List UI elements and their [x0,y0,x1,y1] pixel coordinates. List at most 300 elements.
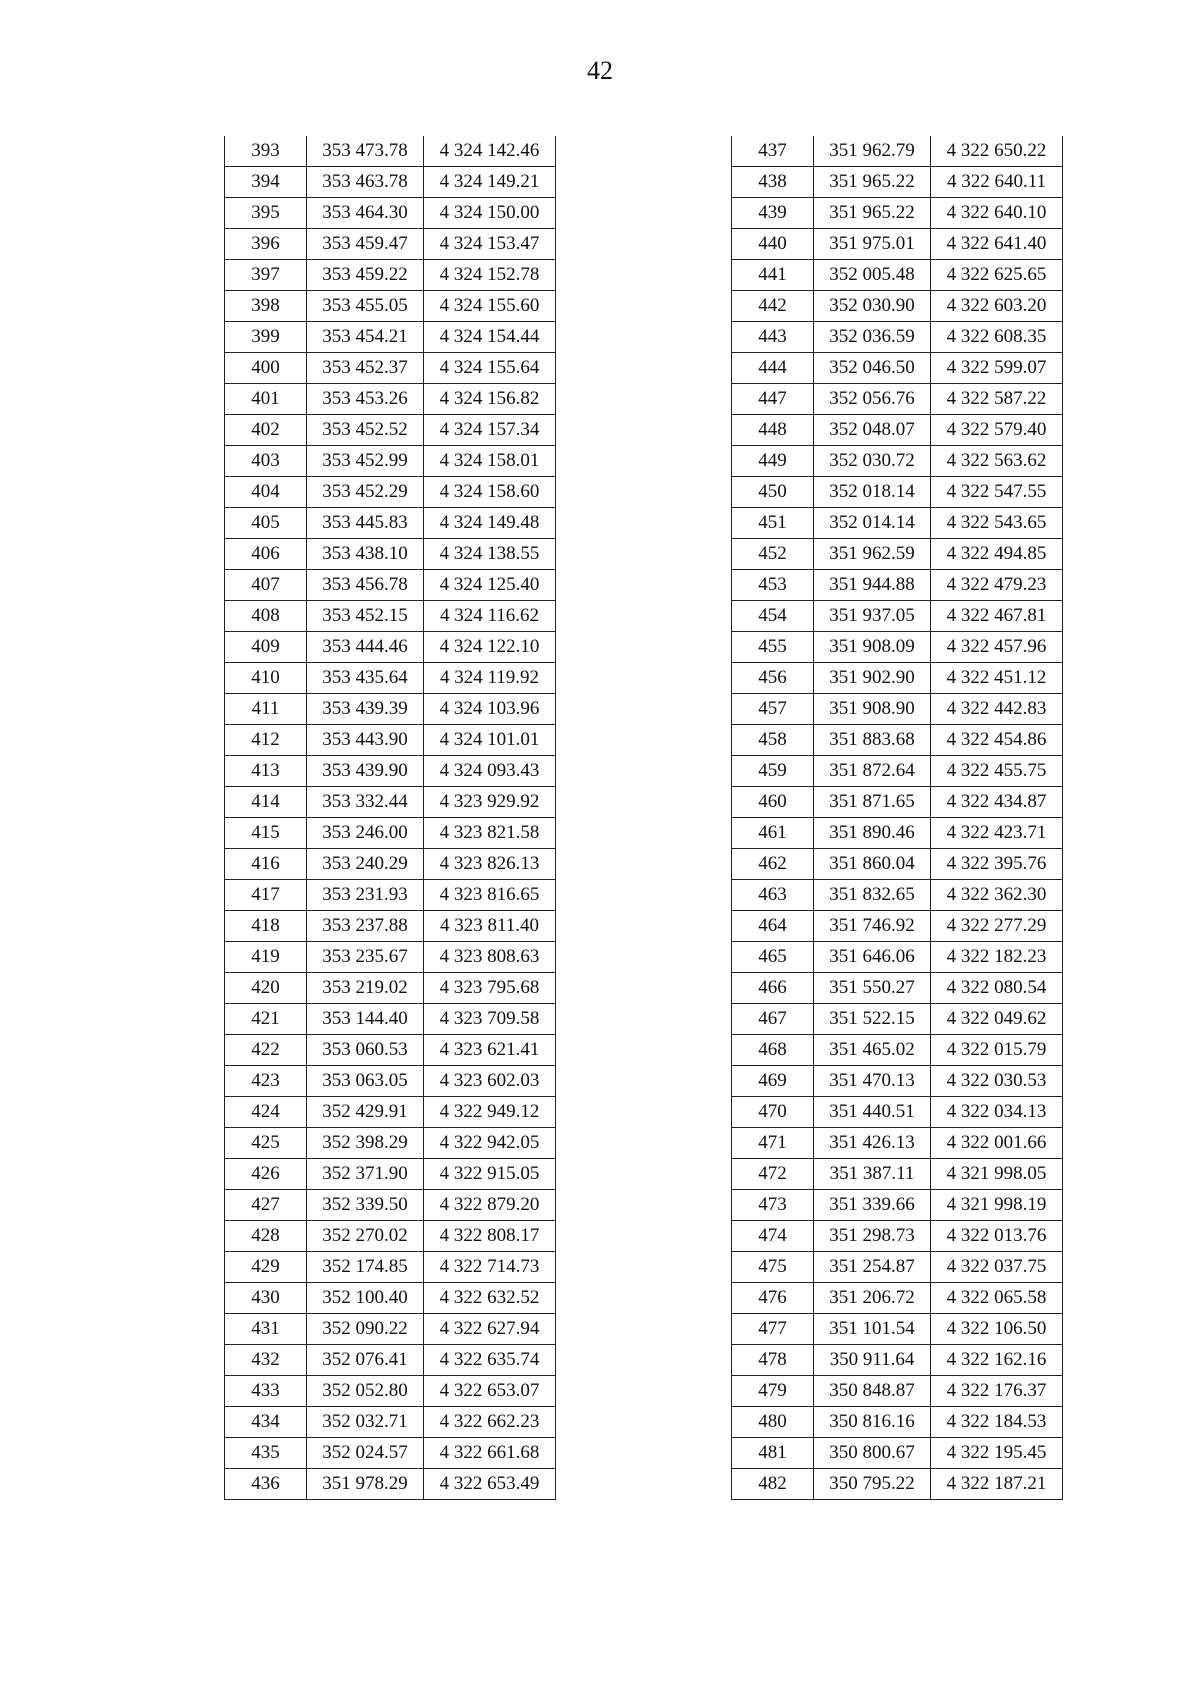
y-coordinate-cell: 4 324 157.34 [424,415,556,446]
point-number-cell: 413 [225,756,307,787]
table-row [225,1438,556,1469]
point-number-cell: 422 [225,1035,307,1066]
point-number-cell: 471 [732,1128,814,1159]
point-number-cell: 467 [732,1004,814,1035]
point-number-cell: 397 [225,260,307,291]
table-row [225,1283,556,1314]
x-coordinate-cell: 351 944.88 [814,570,931,601]
y-coordinate-cell: 4 323 826.13 [424,849,556,880]
point-number-cell: 393 [225,136,307,167]
x-coordinate-cell: 352 046.50 [814,353,931,384]
y-coordinate-cell: 4 322 080.54 [931,973,1063,1004]
point-number-cell: 468 [732,1035,814,1066]
point-number-cell: 405 [225,508,307,539]
point-number-cell: 448 [732,415,814,446]
x-coordinate-cell: 352 339.50 [307,1190,424,1221]
y-coordinate-cell: 4 322 187.21 [931,1469,1063,1500]
y-coordinate-cell: 4 323 795.68 [424,973,556,1004]
x-coordinate-cell: 353 332.44 [307,787,424,818]
point-number-cell: 474 [732,1221,814,1252]
x-coordinate-cell: 353 444.46 [307,632,424,663]
y-coordinate-cell: 4 324 155.64 [424,353,556,384]
table-row [225,198,556,229]
y-coordinate-cell: 4 322 641.40 [931,229,1063,260]
x-coordinate-cell: 351 465.02 [814,1035,931,1066]
y-coordinate-cell: 4 322 362.30 [931,880,1063,911]
table-row [732,353,1063,384]
table-row [732,911,1063,942]
x-coordinate-cell: 352 036.59 [814,322,931,353]
x-coordinate-cell: 353 473.78 [307,136,424,167]
table-row [732,632,1063,663]
point-number-cell: 417 [225,880,307,911]
table-row [225,508,556,539]
x-coordinate-cell: 351 206.72 [814,1283,931,1314]
y-coordinate-cell: 4 322 661.68 [424,1438,556,1469]
x-coordinate-cell: 353 063.05 [307,1066,424,1097]
table-row [732,849,1063,880]
x-coordinate-cell: 353 455.05 [307,291,424,322]
x-coordinate-cell: 352 371.90 [307,1159,424,1190]
y-coordinate-cell: 4 324 156.82 [424,384,556,415]
table-row [732,1004,1063,1035]
y-coordinate-cell: 4 324 149.21 [424,167,556,198]
y-coordinate-cell: 4 322 467.81 [931,601,1063,632]
table-row [225,291,556,322]
point-number-cell: 427 [225,1190,307,1221]
x-coordinate-cell: 353 464.30 [307,198,424,229]
table-row [225,539,556,570]
point-number-cell: 460 [732,787,814,818]
y-coordinate-cell: 4 322 653.49 [424,1469,556,1500]
x-coordinate-cell: 351 962.59 [814,539,931,570]
point-number-cell: 443 [732,322,814,353]
y-coordinate-cell: 4 322 547.55 [931,477,1063,508]
point-number-cell: 465 [732,942,814,973]
x-coordinate-cell: 353 452.52 [307,415,424,446]
y-coordinate-cell: 4 321 998.19 [931,1190,1063,1221]
x-coordinate-cell: 352 048.07 [814,415,931,446]
table-row [225,1221,556,1252]
table-body [225,136,556,1500]
x-coordinate-cell: 351 872.64 [814,756,931,787]
point-number-cell: 459 [732,756,814,787]
x-coordinate-cell: 352 018.14 [814,477,931,508]
table-row [732,1252,1063,1283]
y-coordinate-cell: 4 322 949.12 [424,1097,556,1128]
x-coordinate-cell: 352 398.29 [307,1128,424,1159]
y-coordinate-cell: 4 323 621.41 [424,1035,556,1066]
y-coordinate-cell: 4 324 093.43 [424,756,556,787]
table-row [732,384,1063,415]
table-row [732,1469,1063,1500]
table-row [732,1035,1063,1066]
y-coordinate-cell: 4 322 650.22 [931,136,1063,167]
x-coordinate-cell: 352 052.80 [307,1376,424,1407]
point-number-cell: 411 [225,694,307,725]
x-coordinate-cell: 351 902.90 [814,663,931,694]
point-number-cell: 470 [732,1097,814,1128]
y-coordinate-cell: 4 324 158.01 [424,446,556,477]
table-row [225,880,556,911]
point-number-cell: 473 [732,1190,814,1221]
y-coordinate-cell: 4 321 998.05 [931,1159,1063,1190]
table-row [732,942,1063,973]
x-coordinate-cell: 353 235.67 [307,942,424,973]
x-coordinate-cell: 350 795.22 [814,1469,931,1500]
y-coordinate-cell: 4 322 479.23 [931,570,1063,601]
table-row [225,322,556,353]
table-row [732,663,1063,694]
table-row [732,601,1063,632]
table-row [732,539,1063,570]
table-row [225,849,556,880]
table-row [225,136,556,167]
y-coordinate-cell: 4 322 434.87 [931,787,1063,818]
y-coordinate-cell: 4 324 103.96 [424,694,556,725]
point-number-cell: 409 [225,632,307,663]
y-coordinate-cell: 4 322 915.05 [424,1159,556,1190]
point-number-cell: 435 [225,1438,307,1469]
point-number-cell: 406 [225,539,307,570]
y-coordinate-cell: 4 322 176.37 [931,1376,1063,1407]
y-coordinate-cell: 4 322 182.23 [931,942,1063,973]
x-coordinate-cell: 353 439.39 [307,694,424,725]
x-coordinate-cell: 351 871.65 [814,787,931,818]
point-number-cell: 431 [225,1314,307,1345]
y-coordinate-cell: 4 322 065.58 [931,1283,1063,1314]
x-coordinate-cell: 353 459.47 [307,229,424,260]
point-number-cell: 434 [225,1407,307,1438]
y-coordinate-cell: 4 324 154.44 [424,322,556,353]
point-number-cell: 478 [732,1345,814,1376]
table-row [225,663,556,694]
table-row [225,1097,556,1128]
y-coordinate-cell: 4 322 808.17 [424,1221,556,1252]
point-number-cell: 433 [225,1376,307,1407]
table-row [225,1252,556,1283]
table-row [225,694,556,725]
point-number-cell: 480 [732,1407,814,1438]
table-row [225,725,556,756]
point-number-cell: 424 [225,1097,307,1128]
y-coordinate-cell: 4 323 929.92 [424,787,556,818]
x-coordinate-cell: 350 816.16 [814,1407,931,1438]
y-coordinate-cell: 4 324 119.92 [424,663,556,694]
x-coordinate-cell: 350 911.64 [814,1345,931,1376]
y-coordinate-cell: 4 322 015.79 [931,1035,1063,1066]
x-coordinate-cell: 352 056.76 [814,384,931,415]
table-row [225,973,556,1004]
table-row [732,570,1063,601]
table-row [225,1035,556,1066]
table-row [225,1407,556,1438]
point-number-cell: 450 [732,477,814,508]
y-coordinate-cell: 4 322 457.96 [931,632,1063,663]
point-number-cell: 458 [732,725,814,756]
y-coordinate-cell: 4 322 494.85 [931,539,1063,570]
point-number-cell: 449 [732,446,814,477]
coordinates-table-right [731,136,1063,1500]
y-coordinate-cell: 4 322 030.53 [931,1066,1063,1097]
x-coordinate-cell: 351 550.27 [814,973,931,1004]
point-number-cell: 440 [732,229,814,260]
point-number-cell: 407 [225,570,307,601]
table-row [225,601,556,632]
x-coordinate-cell: 353 456.78 [307,570,424,601]
x-coordinate-cell: 353 454.21 [307,322,424,353]
table-row [225,1345,556,1376]
x-coordinate-cell: 351 298.73 [814,1221,931,1252]
table-row [732,1283,1063,1314]
x-coordinate-cell: 351 978.29 [307,1469,424,1500]
table-row [225,1376,556,1407]
y-coordinate-cell: 4 324 142.46 [424,136,556,167]
point-number-cell: 466 [732,973,814,1004]
table-row [732,477,1063,508]
y-coordinate-cell: 4 322 627.94 [424,1314,556,1345]
table-row [225,1066,556,1097]
y-coordinate-cell: 4 322 195.45 [931,1438,1063,1469]
x-coordinate-cell: 351 908.90 [814,694,931,725]
point-number-cell: 441 [732,260,814,291]
table-row [225,477,556,508]
x-coordinate-cell: 351 832.65 [814,880,931,911]
point-number-cell: 408 [225,601,307,632]
point-number-cell: 429 [225,1252,307,1283]
table-row [225,167,556,198]
point-number-cell: 416 [225,849,307,880]
point-number-cell: 401 [225,384,307,415]
x-coordinate-cell: 353 439.90 [307,756,424,787]
x-coordinate-cell: 353 240.29 [307,849,424,880]
y-coordinate-cell: 4 323 821.58 [424,818,556,849]
point-number-cell: 423 [225,1066,307,1097]
x-coordinate-cell: 351 387.11 [814,1159,931,1190]
point-number-cell: 425 [225,1128,307,1159]
point-number-cell: 432 [225,1345,307,1376]
point-number-cell: 418 [225,911,307,942]
point-number-cell: 436 [225,1469,307,1500]
y-coordinate-cell: 4 323 602.03 [424,1066,556,1097]
point-number-cell: 400 [225,353,307,384]
x-coordinate-cell: 353 445.83 [307,508,424,539]
x-coordinate-cell: 350 800.67 [814,1438,931,1469]
y-coordinate-cell: 4 322 942.05 [424,1128,556,1159]
table-row [732,880,1063,911]
table-row [732,694,1063,725]
x-coordinate-cell: 353 060.53 [307,1035,424,1066]
x-coordinate-cell: 352 429.91 [307,1097,424,1128]
x-coordinate-cell: 351 101.54 [814,1314,931,1345]
point-number-cell: 482 [732,1469,814,1500]
table-row [732,1376,1063,1407]
point-number-cell: 399 [225,322,307,353]
y-coordinate-cell: 4 322 001.66 [931,1128,1063,1159]
x-coordinate-cell: 351 975.01 [814,229,931,260]
point-number-cell: 419 [225,942,307,973]
table-row [732,787,1063,818]
y-coordinate-cell: 4 324 125.40 [424,570,556,601]
y-coordinate-cell: 4 324 101.01 [424,725,556,756]
y-coordinate-cell: 4 322 640.10 [931,198,1063,229]
table-row [732,446,1063,477]
point-number-cell: 426 [225,1159,307,1190]
point-number-cell: 430 [225,1283,307,1314]
y-coordinate-cell: 4 322 049.62 [931,1004,1063,1035]
x-coordinate-cell: 351 890.46 [814,818,931,849]
x-coordinate-cell: 352 100.40 [307,1283,424,1314]
y-coordinate-cell: 4 322 603.20 [931,291,1063,322]
x-coordinate-cell: 351 470.13 [814,1066,931,1097]
point-number-cell: 472 [732,1159,814,1190]
table-row [225,1469,556,1500]
table-row [732,322,1063,353]
x-coordinate-cell: 350 848.87 [814,1376,931,1407]
y-coordinate-cell: 4 322 563.62 [931,446,1063,477]
table-row [732,1345,1063,1376]
y-coordinate-cell: 4 322 013.76 [931,1221,1063,1252]
y-coordinate-cell: 4 322 184.53 [931,1407,1063,1438]
y-coordinate-cell: 4 322 454.86 [931,725,1063,756]
table-row [225,570,556,601]
x-coordinate-cell: 352 024.57 [307,1438,424,1469]
y-coordinate-cell: 4 322 106.50 [931,1314,1063,1345]
table-row [225,756,556,787]
point-number-cell: 463 [732,880,814,911]
point-number-cell: 451 [732,508,814,539]
point-number-cell: 421 [225,1004,307,1035]
y-coordinate-cell: 4 322 162.16 [931,1345,1063,1376]
y-coordinate-cell: 4 324 153.47 [424,229,556,260]
y-coordinate-cell: 4 322 879.20 [424,1190,556,1221]
point-number-cell: 398 [225,291,307,322]
point-number-cell: 452 [732,539,814,570]
table-row [225,818,556,849]
point-number-cell: 444 [732,353,814,384]
y-coordinate-cell: 4 322 714.73 [424,1252,556,1283]
point-number-cell: 415 [225,818,307,849]
x-coordinate-cell: 351 883.68 [814,725,931,756]
table-row [225,260,556,291]
y-coordinate-cell: 4 324 158.60 [424,477,556,508]
table-body [732,136,1063,1500]
point-number-cell: 412 [225,725,307,756]
y-coordinate-cell: 4 322 608.35 [931,322,1063,353]
x-coordinate-cell: 351 426.13 [814,1128,931,1159]
point-number-cell: 462 [732,849,814,880]
y-coordinate-cell: 4 322 632.52 [424,1283,556,1314]
x-coordinate-cell: 353 219.02 [307,973,424,1004]
point-number-cell: 395 [225,198,307,229]
table-row [732,1314,1063,1345]
point-number-cell: 454 [732,601,814,632]
point-number-cell: 394 [225,167,307,198]
x-coordinate-cell: 352 014.14 [814,508,931,539]
y-coordinate-cell: 4 322 635.74 [424,1345,556,1376]
y-coordinate-cell: 4 323 808.63 [424,942,556,973]
point-number-cell: 453 [732,570,814,601]
x-coordinate-cell: 351 965.22 [814,167,931,198]
table-row [732,198,1063,229]
point-number-cell: 439 [732,198,814,229]
y-coordinate-cell: 4 322 277.29 [931,911,1063,942]
point-number-cell: 447 [732,384,814,415]
y-coordinate-cell: 4 322 451.12 [931,663,1063,694]
point-number-cell: 461 [732,818,814,849]
table-row [225,787,556,818]
x-coordinate-cell: 353 443.90 [307,725,424,756]
x-coordinate-cell: 352 030.90 [814,291,931,322]
table-row [732,818,1063,849]
table-row [225,229,556,260]
table-row [225,446,556,477]
y-coordinate-cell: 4 323 709.58 [424,1004,556,1035]
point-number-cell: 402 [225,415,307,446]
y-coordinate-cell: 4 324 122.10 [424,632,556,663]
point-number-cell: 428 [225,1221,307,1252]
x-coordinate-cell: 352 090.22 [307,1314,424,1345]
table-row [225,1159,556,1190]
table-row [225,384,556,415]
table-row [732,973,1063,1004]
table-row [225,632,556,663]
point-number-cell: 457 [732,694,814,725]
x-coordinate-cell: 353 237.88 [307,911,424,942]
y-coordinate-cell: 4 323 816.65 [424,880,556,911]
x-coordinate-cell: 353 452.29 [307,477,424,508]
x-coordinate-cell: 351 746.92 [814,911,931,942]
point-number-cell: 437 [732,136,814,167]
x-coordinate-cell: 351 908.09 [814,632,931,663]
x-coordinate-cell: 352 174.85 [307,1252,424,1283]
table-row [732,1066,1063,1097]
y-coordinate-cell: 4 323 811.40 [424,911,556,942]
x-coordinate-cell: 351 860.04 [814,849,931,880]
x-coordinate-cell: 353 453.26 [307,384,424,415]
table-row [225,1004,556,1035]
table-row [225,911,556,942]
y-coordinate-cell: 4 324 152.78 [424,260,556,291]
x-coordinate-cell: 351 440.51 [814,1097,931,1128]
x-coordinate-cell: 352 030.72 [814,446,931,477]
point-number-cell: 403 [225,446,307,477]
point-number-cell: 481 [732,1438,814,1469]
y-coordinate-cell: 4 322 640.11 [931,167,1063,198]
x-coordinate-cell: 353 452.15 [307,601,424,632]
y-coordinate-cell: 4 322 395.76 [931,849,1063,880]
point-number-cell: 464 [732,911,814,942]
y-coordinate-cell: 4 324 116.62 [424,601,556,632]
x-coordinate-cell: 353 438.10 [307,539,424,570]
point-number-cell: 455 [732,632,814,663]
y-coordinate-cell: 4 322 662.23 [424,1407,556,1438]
table-row [732,1097,1063,1128]
y-coordinate-cell: 4 322 625.65 [931,260,1063,291]
x-coordinate-cell: 353 463.78 [307,167,424,198]
point-number-cell: 414 [225,787,307,818]
point-number-cell: 404 [225,477,307,508]
point-number-cell: 477 [732,1314,814,1345]
table-row [225,415,556,446]
x-coordinate-cell: 353 452.99 [307,446,424,477]
table-row [225,942,556,973]
table-row [732,260,1063,291]
y-coordinate-cell: 4 322 455.75 [931,756,1063,787]
table-row [732,1159,1063,1190]
point-number-cell: 469 [732,1066,814,1097]
table-row [732,229,1063,260]
